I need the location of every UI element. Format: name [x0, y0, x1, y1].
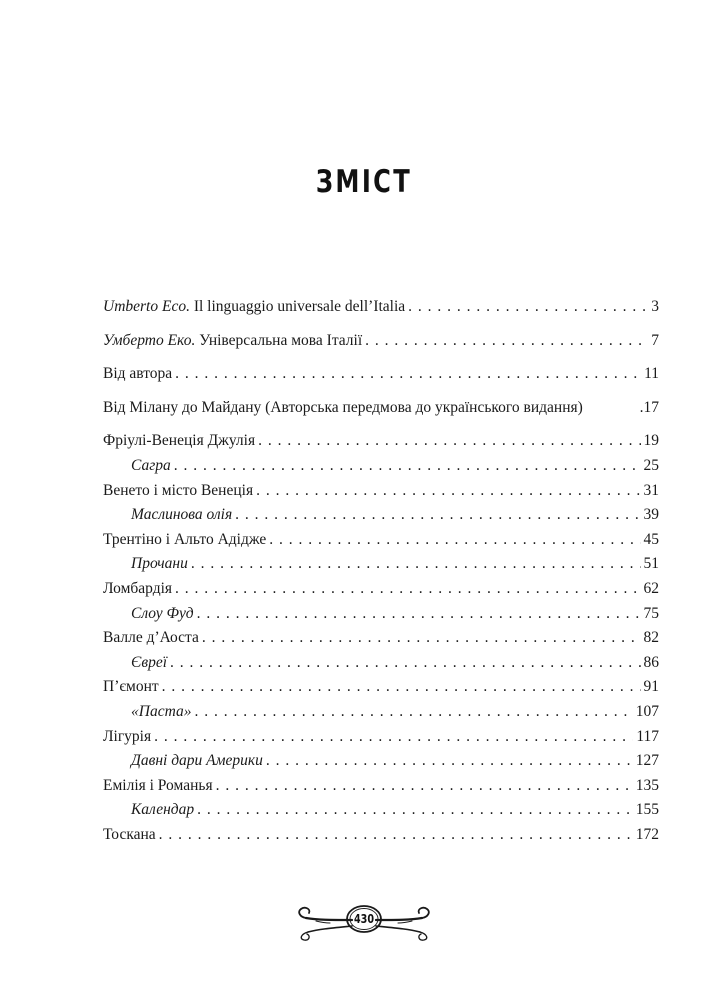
dot-leader: [197, 801, 633, 819]
toc-entry-text: Лігурія: [103, 727, 152, 745]
toc-page-number: 75: [643, 604, 659, 622]
toc-page-number: 11: [644, 365, 659, 383]
toc-page-number: 91: [643, 678, 659, 696]
dot-leader: [154, 728, 633, 746]
toc-entry-italic: «Паста»: [131, 702, 192, 720]
toc-entry: [103, 728, 659, 753]
toc-entry-text: Фріулі-Венеція Джулія: [103, 432, 256, 450]
toc-entry-title: [103, 826, 156, 844]
toc-entry: [103, 801, 659, 826]
toc-entry-title: [131, 555, 188, 573]
dot-leader: [365, 332, 648, 350]
toc-entry-italic: Євреї: [131, 653, 168, 671]
toc-entry: [103, 580, 659, 605]
toc-page-number: 117: [636, 727, 659, 745]
dot-leader: [235, 506, 640, 524]
table-of-contents: [103, 298, 659, 850]
toc-entry-italic: Слоу Фуд: [131, 604, 194, 622]
toc-page-number: 155: [635, 801, 659, 819]
toc-entry-title: [131, 752, 263, 770]
toc-entry-italic: Сагра: [131, 456, 171, 474]
toc-entry: [103, 506, 659, 531]
toc-entry: [103, 531, 659, 556]
toc-entry-italic: Календар: [131, 801, 195, 819]
toc-entry-text: Від автора: [103, 365, 173, 383]
toc-entry: [103, 605, 659, 630]
toc-entry-italic: Маслинова олія: [131, 506, 233, 524]
toc-page-number: 62: [643, 579, 659, 597]
toc-entry-title: [103, 399, 583, 417]
toc-entry: [103, 365, 659, 390]
toc-entry-title: [103, 531, 266, 549]
dot-leader: [191, 555, 641, 573]
dot-leader: [202, 629, 641, 647]
dot-leader: [159, 826, 633, 844]
toc-page-number: 7: [651, 331, 659, 349]
toc-entry-italic: Давні дари Америки: [131, 752, 263, 770]
toc-entry: [103, 555, 659, 580]
toc-page-number: 31: [643, 481, 659, 499]
dot-leader: [269, 531, 640, 549]
page-title: ЗМІСТ: [315, 164, 413, 200]
toc-entry-title: [131, 506, 232, 524]
dot-leader: [170, 654, 640, 672]
toc-page-number: 45: [643, 530, 659, 548]
dot-leader: [258, 432, 640, 450]
toc-entry: [103, 826, 659, 851]
toc-entry: [103, 332, 659, 357]
toc-entry: [103, 703, 659, 728]
toc-entry-text: Венето і місто Венеція: [103, 481, 254, 499]
dot-leader: [216, 777, 633, 795]
toc-page-number: 86: [643, 653, 659, 671]
toc-entry-title: [103, 432, 255, 450]
toc-entry-text: П’ємонт: [103, 678, 159, 696]
toc-entry-text: Тоскана: [103, 825, 156, 843]
toc-page-number: 172: [635, 825, 659, 843]
toc-entry-text: Від Мілану до Майдану (Авторська передмова до українського видання): [103, 398, 583, 416]
toc-entry: [103, 399, 659, 424]
toc-page-number: 107: [635, 702, 659, 720]
toc-entry-title: [131, 605, 194, 623]
toc-page-number: 82: [643, 629, 659, 647]
toc-entry-text: Валле д’Аоста: [103, 629, 199, 647]
dot-leader: [174, 457, 641, 475]
toc-page-number: 3: [651, 298, 659, 315]
toc-entry-italic: Прочани: [131, 555, 188, 573]
toc-entry-title: [103, 728, 151, 746]
toc-entry-italic: Умберто Еко.: [103, 331, 196, 349]
dot-leader: [175, 580, 640, 598]
dot-leader: [408, 298, 648, 316]
dot-leader: [256, 482, 640, 500]
toc-entry: [103, 298, 659, 323]
folio: [0, 898, 728, 948]
toc-entry-title: [103, 678, 159, 696]
dot-leader: [266, 752, 633, 770]
toc-entry-title: [103, 629, 199, 647]
toc-entry-title: [103, 777, 213, 795]
toc-page-number: 39: [643, 506, 659, 524]
toc-entry-text: Універсальна мова Італії: [195, 331, 363, 349]
toc-entry-text: Трентіно і Альто Адідже: [103, 530, 267, 548]
toc-entry-italic: Umberto Eco.: [103, 298, 190, 315]
toc-entry-title: [131, 703, 191, 721]
dot-leader: [162, 678, 641, 696]
toc-entry-title: [103, 332, 362, 350]
toc-entry: [103, 752, 659, 777]
toc-page-number: 25: [643, 456, 659, 474]
toc-entry-text: Емілія і Романья: [103, 776, 213, 794]
toc-entry-title: [103, 482, 253, 500]
toc-entry-title: [131, 654, 167, 672]
toc-page-number: 127: [635, 752, 659, 770]
toc-entry: [103, 777, 659, 802]
toc-entry: [103, 482, 659, 507]
toc-entry-title: [103, 580, 172, 598]
toc-entry: [103, 629, 659, 654]
toc-entry-title: [131, 801, 194, 819]
toc-page-number: 135: [635, 776, 659, 794]
toc-entry-title: [131, 457, 171, 475]
dot-leader: [197, 605, 641, 623]
page-number: 430: [353, 912, 375, 926]
dot-leader: [194, 703, 632, 721]
toc-page-number: 51: [643, 555, 659, 573]
toc-entry-title: [103, 298, 405, 316]
toc-entry: [103, 678, 659, 703]
toc-entry: [103, 457, 659, 482]
toc-page-number: .17: [639, 398, 659, 416]
toc-entry-text: Ломбардія: [103, 579, 173, 597]
toc-entry-title: [103, 365, 172, 383]
toc-entry: [103, 432, 659, 457]
toc-entry-text: Il linguaggio universale dell’Italia: [189, 298, 406, 315]
toc-entry: [103, 654, 659, 679]
dot-leader: [175, 365, 641, 383]
toc-page-number: 19: [643, 432, 659, 450]
